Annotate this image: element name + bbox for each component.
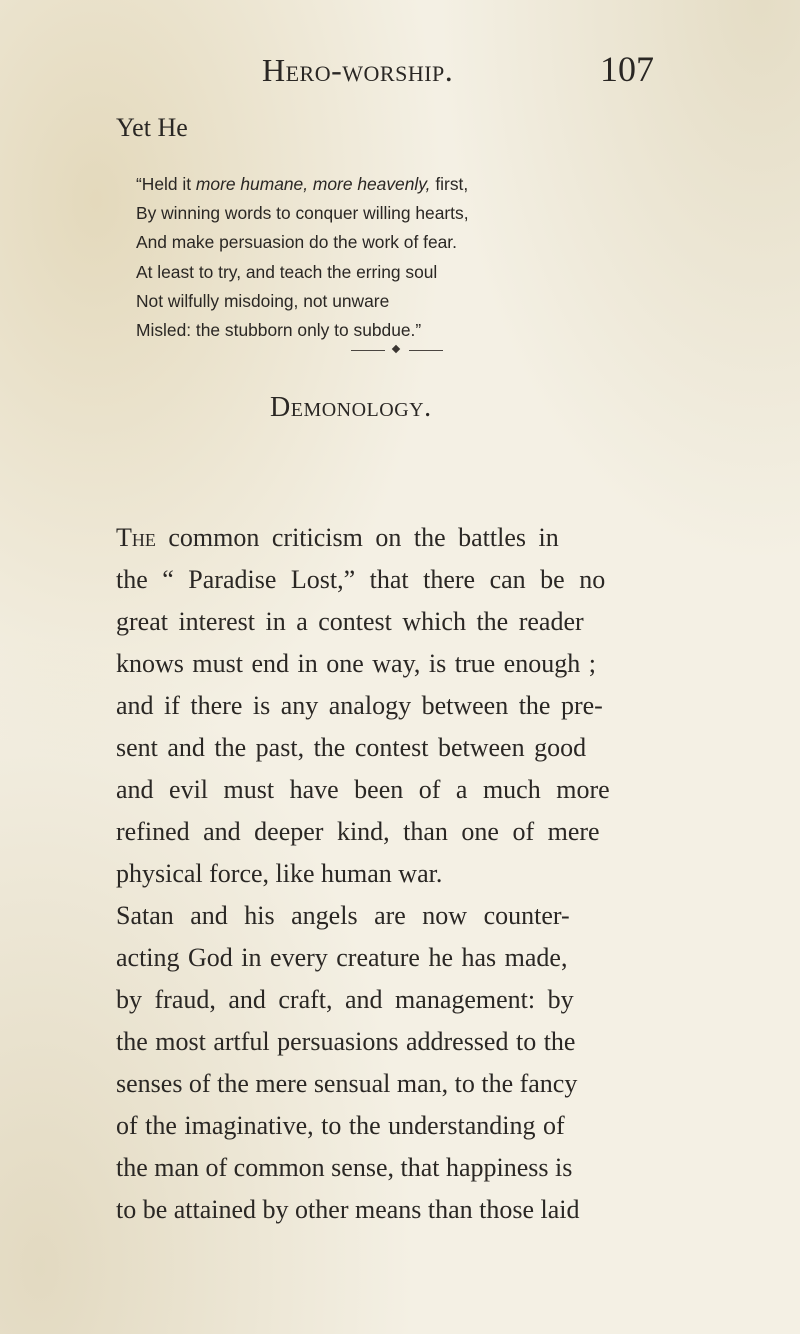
body-line: Satan and his angels are now counter- bbox=[116, 901, 570, 930]
running-head-text: Hero-worship. bbox=[262, 52, 454, 88]
page-number: 107 bbox=[600, 49, 654, 89]
verse-line: And make persuasion do the work of fear. bbox=[136, 232, 457, 253]
verse-line: At least to try, and teach the erring soul bbox=[136, 261, 438, 282]
running-head bbox=[262, 52, 453, 89]
body-line: to be attained by other means than those laid bbox=[116, 1195, 580, 1224]
body-line: the “ Paradise Lost,” that there can be no bbox=[116, 565, 606, 594]
body-line: and if there is any analogy between the pre- bbox=[116, 691, 603, 720]
verse-line: Misled: the stubborn only to subdue.” bbox=[136, 320, 422, 341]
body-line: acting God in every creature he has made, bbox=[116, 943, 568, 972]
body-line: senses of the mere sensual man, to the fancy bbox=[116, 1069, 578, 1098]
body-line bbox=[116, 523, 559, 553]
section-title-text: Demonology. bbox=[270, 392, 432, 423]
body-line: sent and the past, the contest between good bbox=[116, 733, 587, 762]
italic-phrase: more humane, more heavenly, bbox=[195, 174, 431, 194]
verse-line-text: “Held it more humane, more heavenly, first, bbox=[136, 174, 469, 194]
section-divider bbox=[351, 350, 443, 352]
verse-quotation bbox=[136, 170, 469, 345]
divider-rule-right bbox=[409, 350, 443, 351]
body-line: the most artful persuasions addressed to the bbox=[116, 1027, 576, 1056]
body-line: physical force, like human war. bbox=[116, 859, 443, 888]
body-line: the man of common sense, that happiness is bbox=[116, 1153, 573, 1182]
body-line: and evil must have been of a much more bbox=[116, 775, 610, 804]
body-line: refined and deeper kind, than one of mere bbox=[116, 817, 600, 846]
intro-line: Yet He bbox=[116, 113, 188, 142]
small-caps-opening: The common criticism on the battles in bbox=[116, 523, 559, 552]
verse-line bbox=[136, 170, 469, 199]
divider-rule-left bbox=[351, 350, 385, 351]
verse-line: Not wilfully misdoing, not unware bbox=[136, 290, 390, 311]
verse-line: By winning words to conquer willing hearts, bbox=[136, 203, 469, 224]
divider-diamond-ornament bbox=[392, 345, 400, 353]
body-line: of the imaginative, to the understanding of bbox=[116, 1111, 565, 1140]
body-line: knows must end in one way, is true enough ; bbox=[116, 649, 596, 678]
body-line: great interest in a contest which the reader bbox=[116, 607, 584, 636]
body-line: by fraud, and craft, and management: by bbox=[116, 985, 574, 1014]
opening-word: The bbox=[116, 523, 156, 552]
section-title bbox=[270, 392, 432, 424]
